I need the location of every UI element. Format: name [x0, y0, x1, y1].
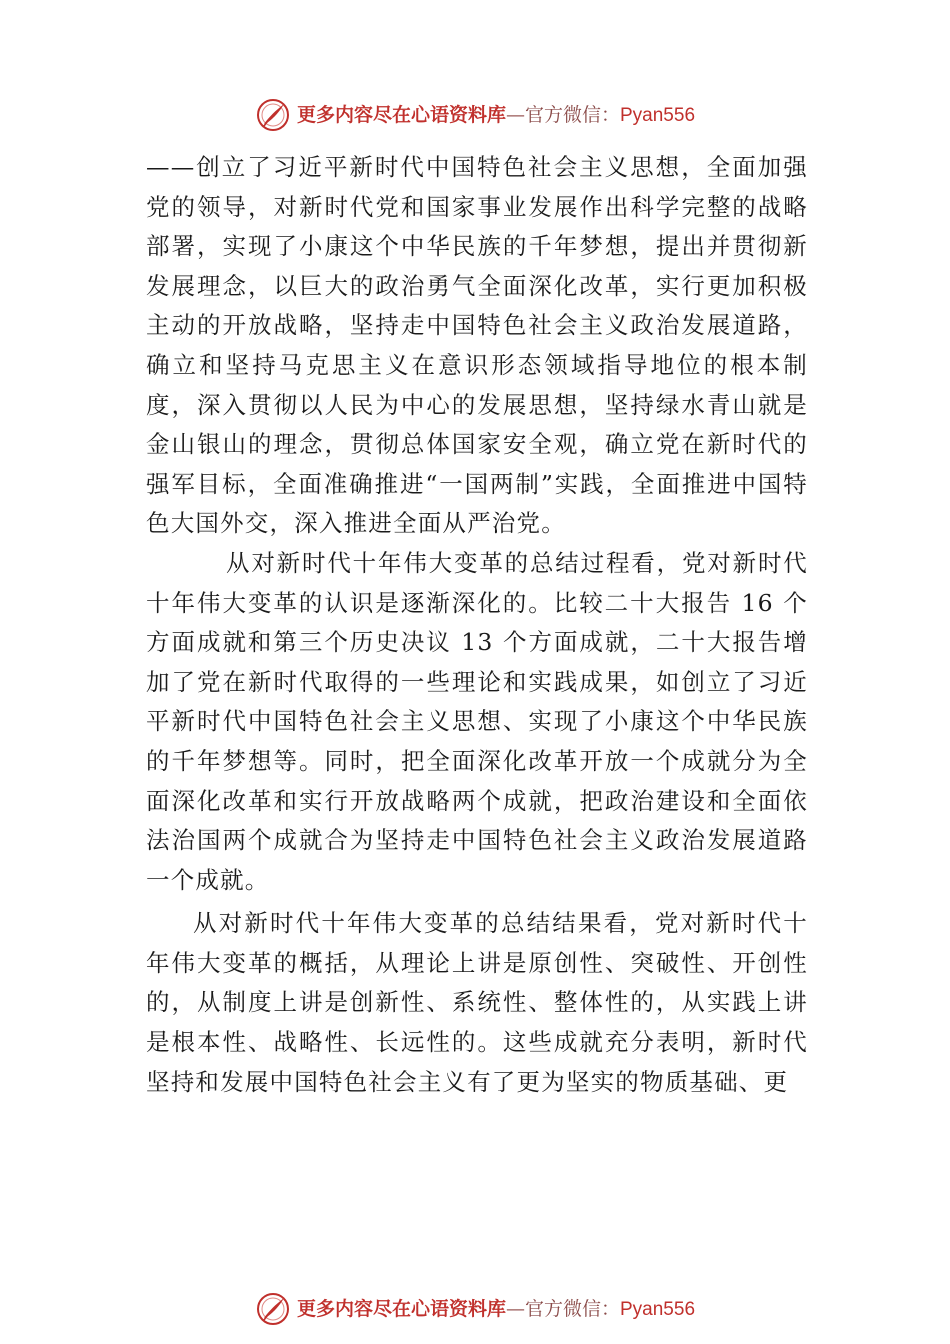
banner-separator: —	[505, 1297, 525, 1320]
quill-seal-icon	[255, 1291, 291, 1327]
header-banner	[0, 93, 950, 137]
document-body	[146, 148, 808, 1102]
footer-banner	[0, 1287, 950, 1331]
wechat-id: Pyan556	[620, 1298, 696, 1320]
library-name: 更多内容尽在心语资料库	[296, 1297, 506, 1320]
header-text	[297, 103, 695, 128]
paragraph-3: 从对新时代十年伟大变革的总结结果看，党对新时代十年伟大变革的概括，从理论上讲是原创性、突破性、开创性的，从制度上讲是创新性、系统性、整体性的，从实践上讲是根本性、战略性、长远性的。这些成就充分表明，新时代坚持和发展中国特色社会主义有了更为坚实的物质基础、更	[146, 909, 808, 1096]
wechat-id: Pyan556	[620, 104, 696, 126]
paragraph-1: ——创立了习近平新时代中国特色社会主义思想，全面加强党的领导，对新时代党和国家事业发展作出科学完整的战略部署，实现了小康这个中华民族的千年梦想，提出并贯彻新发展理念，以巨大的政治勇气全面深化改革，实行更加积极主动的开放战略，坚持走中国特色社会主义政治发展道路， 确立和坚持马克思主义在意识形态领域指导地位的根本制度，深入贯彻以人民为中心的发展思想，坚持绿水青山就是金山银山的理念，贯彻总体国家安全观，确立党在新时代的强军目标，全面准确推进“一国两制”实践，全面推进中国特色大国外交，深入推进全面从严治党。	[146, 153, 808, 538]
footer-text	[297, 1297, 695, 1322]
wechat-label: 官方微信：	[524, 1297, 620, 1320]
quill-seal-icon	[255, 97, 291, 133]
wechat-label: 官方微信：	[524, 103, 620, 126]
banner-separator: —	[505, 103, 525, 126]
paragraph-2: 从对新时代十年伟大变革的总结过程看，党对新时代十年伟大变革的认识是逐渐深化的。比较二十大报告 16 个方面成就和第三个历史决议 13 个方面成就，二十大报告增加了党在新时代取得的一些理论和实践成果，如创立了习近平新时代中国特色社会主义思想、实现了小康这个中华民族的千年梦想等。同时，把全面深化改革开放一个成就分为全面深化改革和实行开放战略两个成就，把政治建设和全面依法治国两个成就合为坚持走中国特色社会主义政治发展道路一个成就。	[146, 548, 808, 894]
library-name: 更多内容尽在心语资料库	[296, 103, 506, 126]
